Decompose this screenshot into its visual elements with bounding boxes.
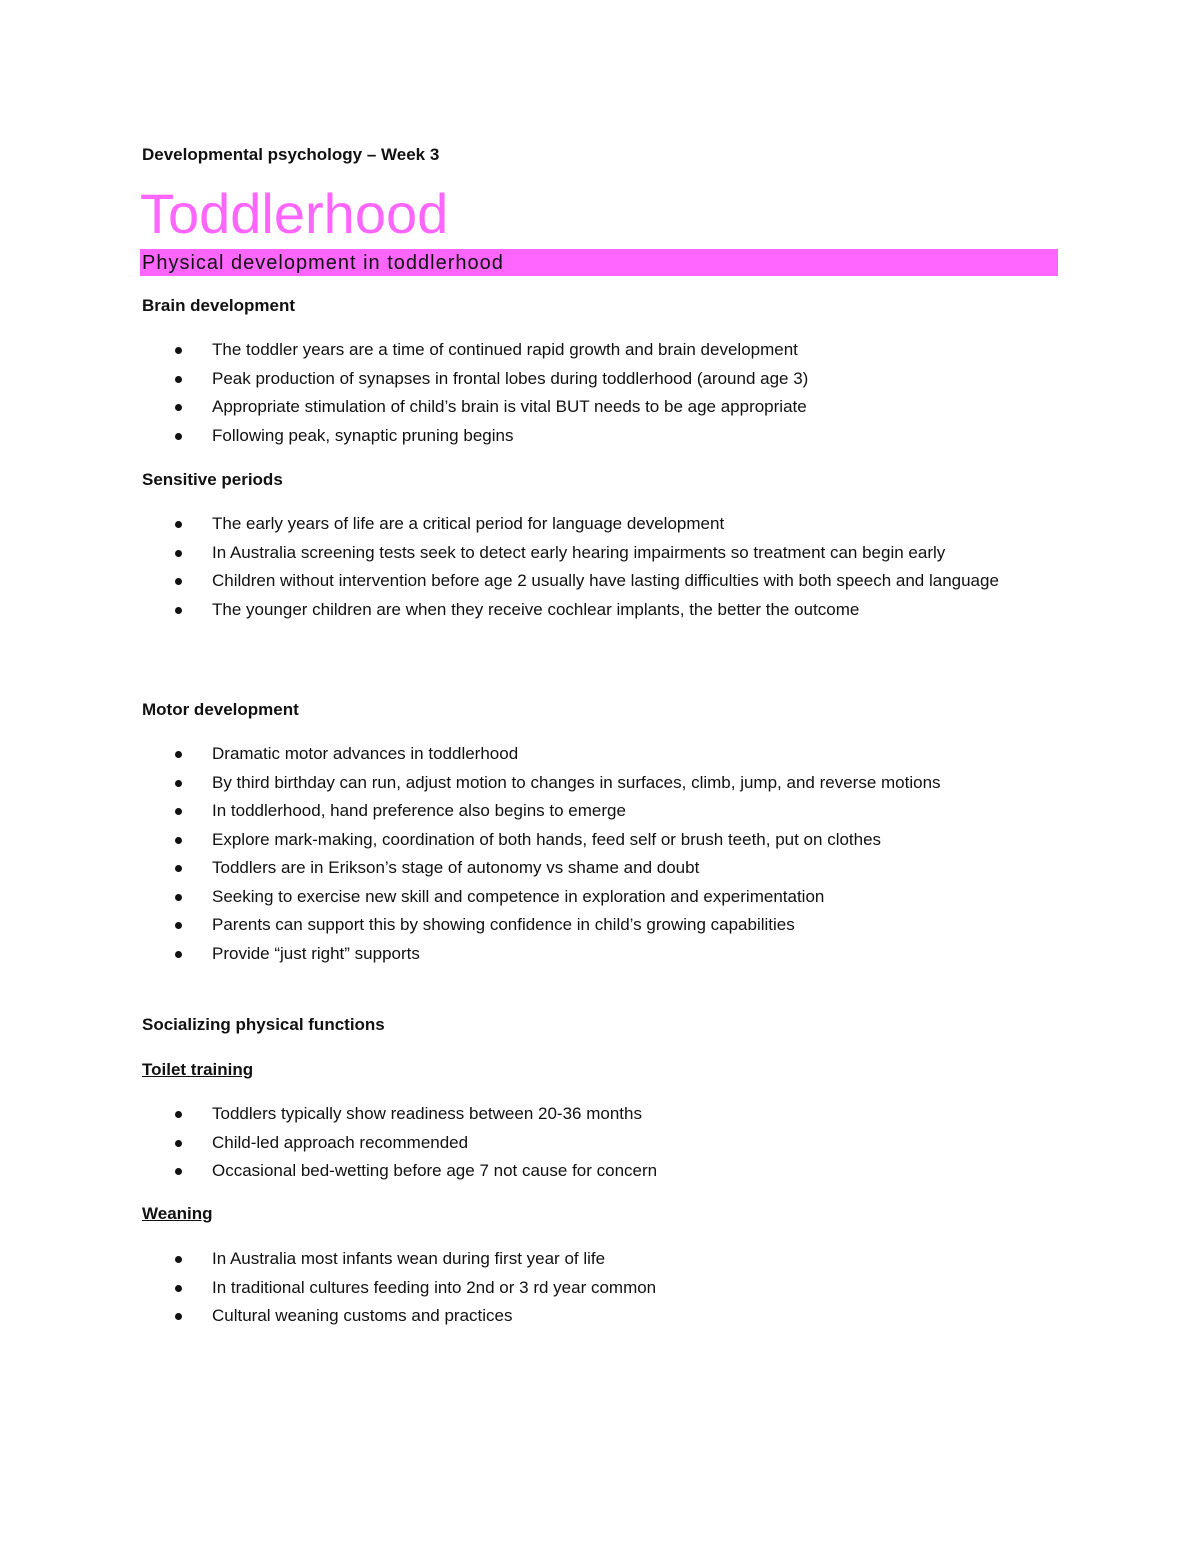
bullet-icon bbox=[175, 837, 182, 844]
list-item bbox=[142, 1274, 1060, 1303]
list-item-text: In Australia most infants wean during first year of life bbox=[212, 1249, 606, 1268]
bullet-icon bbox=[175, 521, 182, 528]
bullet-icon bbox=[175, 607, 182, 614]
list-weaning bbox=[142, 1245, 1060, 1331]
list-item bbox=[142, 365, 1060, 394]
list-item bbox=[142, 1129, 1060, 1158]
list-item-text: Appropriate stimulation of child’s brain is vital BUT needs to be age appropriate bbox=[212, 397, 807, 416]
document-header: Developmental psychology – Week 3 bbox=[142, 145, 440, 164]
list-item-text: Children without intervention before age 2 usually have lasting difficulties with both speech and language bbox=[212, 571, 999, 590]
list-item-text: The toddler years are a time of continued rapid growth and brain development bbox=[212, 340, 798, 359]
bullet-icon bbox=[175, 1111, 182, 1118]
list-item bbox=[142, 883, 1060, 912]
bullet-icon bbox=[175, 1285, 182, 1292]
list-item bbox=[142, 1302, 1060, 1331]
bullet-icon bbox=[175, 808, 182, 815]
heading-motor-development: Motor development bbox=[142, 700, 299, 719]
list-item bbox=[142, 797, 1060, 826]
list-item-text: Cultural weaning customs and practices bbox=[212, 1306, 513, 1325]
bullet-icon bbox=[175, 376, 182, 383]
list-item-text: In traditional cultures feeding into 2nd or 3 rd year common bbox=[212, 1277, 657, 1297]
list-item bbox=[142, 510, 1060, 539]
list-brain-development bbox=[142, 336, 1060, 450]
list-item-text: Toddlers typically show readiness between 20-36 months bbox=[212, 1104, 642, 1123]
list-item bbox=[142, 336, 1060, 365]
list-toilet-training bbox=[142, 1100, 1060, 1186]
bullet-icon bbox=[175, 865, 182, 872]
bullet-icon bbox=[175, 1168, 182, 1175]
section-banner-label: Physical development in toddlerhood bbox=[142, 252, 504, 274]
list-item-text: Dramatic motor advances in toddlerhood bbox=[212, 744, 519, 763]
bullet-icon bbox=[175, 751, 182, 758]
list-item bbox=[142, 1157, 1060, 1186]
list-item-text: The younger children are when they receive cochlear implants, the better the outcome bbox=[212, 599, 860, 619]
list-item-text: Child-led approach recommended bbox=[212, 1132, 469, 1152]
bullet-icon bbox=[175, 951, 182, 958]
list-item-text: In Australia screening tests seek to detect early hearing impairments so treatment can begin early bbox=[212, 542, 946, 562]
list-item-text: Following peak, synaptic pruning begins bbox=[212, 425, 514, 445]
list-item-text: In toddlerhood, hand preference also begins to emerge bbox=[212, 801, 626, 820]
bullet-icon bbox=[175, 404, 182, 411]
bullet-icon bbox=[175, 1140, 182, 1147]
list-item-text: Provide “just right” supports bbox=[212, 943, 420, 963]
bullet-icon bbox=[175, 922, 182, 929]
list-item-text: Peak production of synapses in frontal lobes during toddlerhood (around age 3) bbox=[212, 368, 809, 388]
section-banner bbox=[140, 249, 1058, 276]
list-item bbox=[142, 854, 1060, 883]
list-item bbox=[142, 539, 1060, 568]
list-item bbox=[142, 1100, 1060, 1129]
bullet-icon bbox=[175, 578, 182, 585]
list-item bbox=[142, 422, 1060, 451]
list-item-text: Parents can support this by showing confidence in child’s growing capabilities bbox=[212, 915, 795, 934]
page-title: Toddlerhood bbox=[140, 182, 449, 245]
list-sensitive-periods bbox=[142, 510, 1060, 624]
list-item-text: Seeking to exercise new skill and competence in exploration and experimentation bbox=[212, 886, 825, 906]
heading-socializing-physical-functions: Socializing physical functions bbox=[142, 1015, 385, 1034]
heading-brain-development: Brain development bbox=[142, 296, 296, 315]
list-motor-development bbox=[142, 740, 1060, 968]
list-item bbox=[142, 567, 1060, 596]
bullet-icon bbox=[175, 1256, 182, 1263]
list-item bbox=[142, 769, 1060, 798]
heading-sensitive-periods: Sensitive periods bbox=[142, 470, 283, 489]
list-item-text: By third birthday can run, adjust motion to changes in surfaces, climb, jump, and reverse motions bbox=[212, 772, 941, 792]
list-item bbox=[142, 1245, 1060, 1274]
list-item bbox=[142, 826, 1060, 855]
list-item bbox=[142, 911, 1060, 940]
bullet-icon bbox=[175, 780, 182, 787]
bullet-icon bbox=[175, 1313, 182, 1320]
heading-toilet-training: Toilet training bbox=[142, 1060, 254, 1079]
list-item bbox=[142, 393, 1060, 422]
list-item-text: The early years of life are a critical period for language development bbox=[212, 514, 725, 533]
list-item bbox=[142, 596, 1060, 625]
bullet-icon bbox=[175, 894, 182, 901]
list-item bbox=[142, 740, 1060, 769]
list-item-text: Toddlers are in Erikson’s stage of autonomy vs shame and doubt bbox=[212, 858, 700, 877]
list-item-text: Occasional bed-wetting before age 7 not cause for concern bbox=[212, 1161, 658, 1180]
bullet-icon bbox=[175, 550, 182, 557]
heading-weaning: Weaning bbox=[142, 1204, 213, 1223]
bullet-icon bbox=[175, 347, 182, 354]
bullet-icon bbox=[175, 433, 182, 440]
list-item-text: Explore mark-making, coordination of both hands, feed self or brush teeth, put on clothes bbox=[212, 829, 882, 849]
list-item bbox=[142, 940, 1060, 969]
